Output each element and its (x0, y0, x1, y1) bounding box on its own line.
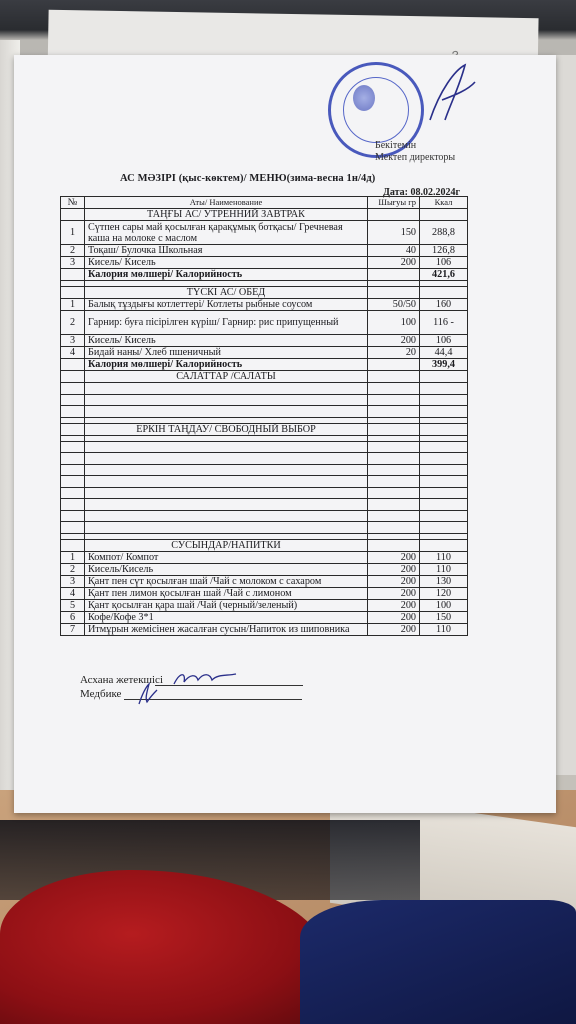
row-name: Балық тұздығы котлеттері/ Котлеты рыбные соусом (85, 299, 368, 311)
table-row (61, 611, 468, 623)
row-kcal: 110 (420, 551, 468, 563)
empty-row (61, 453, 468, 465)
row-qty: 200 (368, 551, 420, 563)
section-breakfast (61, 209, 468, 221)
row-qty: 150 (368, 221, 420, 245)
row-name: Кисель/ Кисель (85, 335, 368, 347)
row-name: Қант пен сүт қосылған шай /Чай с молоком с сахаром (85, 575, 368, 587)
section-title: ТАҢҒЫ АС/ УТРЕННИЙ ЗАВТРАК (85, 209, 368, 221)
header-qty: Шығуы гр (368, 197, 420, 209)
table-row (61, 551, 468, 563)
table-row (61, 257, 468, 269)
row-kcal: 106 (420, 335, 468, 347)
row-name: Кисель/ Кисель (85, 257, 368, 269)
row-qty: 100 (368, 311, 420, 335)
header-name: Аты/ Наименование (85, 197, 368, 209)
cook-signature (170, 668, 240, 690)
row-kcal: 150 (420, 611, 468, 623)
empty-row (61, 522, 468, 534)
table-row (61, 347, 468, 359)
row-num: 4 (61, 587, 85, 599)
row-qty: 20 (368, 347, 420, 359)
row-kcal: 106 (420, 257, 468, 269)
row-num: 3 (61, 257, 85, 269)
empty-row (61, 499, 468, 511)
row-name: Қант пен лимон қосылған шай /Чай с лимоном (85, 587, 368, 599)
stamp-inner-ring (343, 77, 409, 143)
row-num: 1 (61, 551, 85, 563)
row-num: 7 (61, 623, 85, 635)
table-row (61, 623, 468, 635)
table-row (61, 311, 468, 335)
page-title: АС МӘЗІРІ (қыс-көктем)/ МЕНЮ(зима-весна 1н/4д) (120, 173, 376, 184)
row-kcal: 110 (420, 563, 468, 575)
row-name: Итмұрын жемісінен жасалған сусын/Напиток из шиповника (85, 623, 368, 635)
row-qty: 200 (368, 599, 420, 611)
section-drinks (61, 539, 468, 551)
nurse-signature-label: Медбике (80, 688, 122, 700)
nurse-signature (135, 682, 159, 706)
row-num: 2 (61, 245, 85, 257)
section-free-choice (61, 423, 468, 435)
director-signature (420, 60, 480, 130)
row-num: 4 (61, 347, 85, 359)
row-num: 1 (61, 299, 85, 311)
row-num: 3 (61, 575, 85, 587)
row-num: 2 (61, 563, 85, 575)
cook-signature-label: Асхана жетекшісі (80, 674, 163, 686)
total-kcal: 421,6 (420, 269, 468, 281)
total-label: Калория мөлшері/ Калорийность (85, 359, 368, 371)
table-row (61, 599, 468, 611)
blue-cloth (300, 900, 576, 1024)
breakfast-total-row (61, 269, 468, 281)
section-title: ТҮСКІ АС/ ОБЕД (85, 287, 368, 299)
empty-row (61, 464, 468, 476)
row-name: Кофе/Кофе 3*1 (85, 611, 368, 623)
table-row (61, 587, 468, 599)
row-kcal: 100 (420, 599, 468, 611)
row-qty: 200 (368, 575, 420, 587)
empty-row (61, 394, 468, 406)
empty-row (61, 487, 468, 499)
section-title: СУСЫНДАР/НАПИТКИ (85, 539, 368, 551)
row-qty: 50/50 (368, 299, 420, 311)
table-row (61, 563, 468, 575)
section-salads (61, 371, 468, 383)
table-header-row (61, 197, 468, 209)
table-row (61, 221, 468, 245)
section-lunch (61, 287, 468, 299)
row-qty: 200 (368, 623, 420, 635)
row-name: Сүтпен сары май қосылған қарақұмық ботқасы/ Гречневая каша на молоке с маслом (85, 221, 368, 245)
row-kcal: 288,8 (420, 221, 468, 245)
menu-table (60, 196, 468, 636)
row-num: 3 (61, 335, 85, 347)
row-kcal: 126,8 (420, 245, 468, 257)
empty-row (61, 406, 468, 418)
row-name: Кисель/Кисель (85, 563, 368, 575)
row-qty: 200 (368, 257, 420, 269)
row-name: Компот/ Компот (85, 551, 368, 563)
header-num: № (61, 197, 85, 209)
empty-row (61, 383, 468, 395)
row-kcal: 110 (420, 623, 468, 635)
approve-label: Бекітемін (375, 140, 417, 151)
row-kcal: 44,4 (420, 347, 468, 359)
menu-date: Дата: 08.02.2024г (383, 187, 461, 198)
table-row (61, 245, 468, 257)
row-name: Гарнир: буға пісірілген күріш/ Гарнир: рис припущенный (85, 311, 368, 335)
row-name: Қант қосылған қара шай /Чай (черный/зеленый) (85, 599, 368, 611)
row-num: 5 (61, 599, 85, 611)
empty-row (61, 510, 468, 522)
row-kcal: 116 - (420, 311, 468, 335)
row-qty: 40 (368, 245, 420, 257)
row-num: 1 (61, 221, 85, 245)
table-row (61, 335, 468, 347)
row-qty: 200 (368, 563, 420, 575)
row-kcal: 120 (420, 587, 468, 599)
row-kcal: 130 (420, 575, 468, 587)
header-kcal: Ккал (420, 197, 468, 209)
total-label: Калория мөлшері/ Калорийность (85, 269, 368, 281)
table-row (61, 299, 468, 311)
lunch-total-row (61, 359, 468, 371)
row-qty: 200 (368, 587, 420, 599)
empty-row (61, 441, 468, 453)
total-kcal: 399,4 (420, 359, 468, 371)
row-qty: 200 (368, 611, 420, 623)
row-name: Тоқаш/ Булочка Школьная (85, 245, 368, 257)
row-qty: 200 (368, 335, 420, 347)
row-num: 6 (61, 611, 85, 623)
section-title: ЕРКІН ТАҢДАУ/ СВОБОДНЫЙ ВЫБОР (85, 423, 368, 435)
table-row (61, 575, 468, 587)
row-kcal: 160 (420, 299, 468, 311)
row-num: 2 (61, 311, 85, 335)
row-name: Бидай наны/ Хлеб пшеничный (85, 347, 368, 359)
emblem-icon (353, 85, 375, 111)
approve-position: Мектеп директоры (375, 152, 456, 163)
empty-row (61, 476, 468, 488)
section-title: САЛАТТАР /САЛАТЫ (85, 371, 368, 383)
